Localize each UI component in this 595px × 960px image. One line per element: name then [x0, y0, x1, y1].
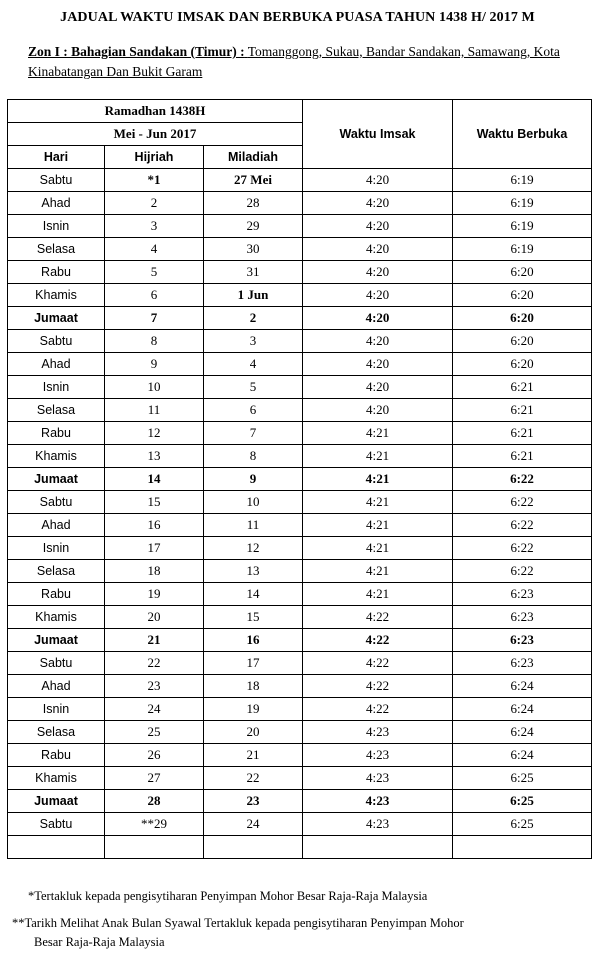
cell-hari: Sabtu	[8, 330, 105, 353]
cell-berbuka: 6:23	[453, 652, 592, 675]
cell-hari: Khamis	[8, 606, 105, 629]
cell-berbuka: 6:23	[453, 629, 592, 652]
header-month-masihi: Mei - Jun 2017	[8, 123, 303, 146]
schedule-table	[7, 99, 592, 859]
cell-hijriah: 5	[105, 261, 204, 284]
cell-hijriah: 13	[105, 445, 204, 468]
cell-hari: Sabtu	[8, 169, 105, 192]
cell-hijriah: 20	[105, 606, 204, 629]
table-row	[8, 468, 592, 491]
table-row	[8, 215, 592, 238]
cell-imsak: 4:21	[303, 537, 453, 560]
cell-berbuka: 6:19	[453, 215, 592, 238]
page-title: JADUAL WAKTU IMSAK DAN BERBUKA PUASA TAHUN 1438 H/ 2017 M	[60, 10, 535, 25]
cell-hijriah: 8	[105, 330, 204, 353]
cell-imsak: 4:20	[303, 192, 453, 215]
cell-miladiah: 22	[204, 767, 303, 790]
cell-hari: Ahad	[8, 353, 105, 376]
cell-miladiah: 23	[204, 790, 303, 813]
table-row	[8, 744, 592, 767]
table-row	[8, 445, 592, 468]
cell-berbuka: 6:21	[453, 376, 592, 399]
cell-imsak: 4:21	[303, 560, 453, 583]
cell-imsak: 4:23	[303, 813, 453, 836]
cell-hari: Ahad	[8, 675, 105, 698]
cell-empty	[453, 836, 592, 859]
cell-imsak: 4:20	[303, 169, 453, 192]
cell-hijriah: 11	[105, 399, 204, 422]
footnote-2-line-1: **Tarikh Melihat Anak Bulan Syawal Tertakluk kepada pengisytiharan Penyimpan Mohor	[12, 916, 464, 930]
zone-description	[28, 42, 568, 82]
table-row	[8, 422, 592, 445]
cell-berbuka: 6:25	[453, 790, 592, 813]
footnote-2-line-2: Besar Raja-Raja Malaysia	[34, 935, 165, 949]
cell-miladiah: 4	[204, 353, 303, 376]
cell-imsak: 4:20	[303, 399, 453, 422]
cell-imsak: 4:21	[303, 445, 453, 468]
cell-miladiah: 3	[204, 330, 303, 353]
zone-areas: Tomanggong, Sukau, Bandar Sandakan, Samawang, Kota Kinabatangan Dan Bukit Garam	[28, 44, 560, 79]
table-row-empty	[8, 836, 592, 859]
cell-berbuka: 6:20	[453, 284, 592, 307]
header-imsak: Waktu Imsak	[303, 100, 453, 169]
cell-berbuka: 6:20	[453, 307, 592, 330]
cell-hijriah: 6	[105, 284, 204, 307]
cell-imsak: 4:20	[303, 376, 453, 399]
cell-berbuka: 6:23	[453, 606, 592, 629]
cell-imsak: 4:23	[303, 721, 453, 744]
cell-berbuka: 6:22	[453, 514, 592, 537]
cell-hijriah: 26	[105, 744, 204, 767]
cell-imsak: 4:20	[303, 353, 453, 376]
cell-miladiah: 24	[204, 813, 303, 836]
cell-imsak: 4:20	[303, 215, 453, 238]
cell-berbuka: 6:21	[453, 445, 592, 468]
cell-hijriah: 14	[105, 468, 204, 491]
cell-imsak: 4:21	[303, 422, 453, 445]
cell-imsak: 4:23	[303, 790, 453, 813]
cell-berbuka: 6:25	[453, 813, 592, 836]
table-row	[8, 330, 592, 353]
cell-hari: Ahad	[8, 192, 105, 215]
cell-hijriah: 16	[105, 514, 204, 537]
cell-berbuka: 6:21	[453, 399, 592, 422]
cell-miladiah: 28	[204, 192, 303, 215]
cell-berbuka: 6:21	[453, 422, 592, 445]
cell-miladiah: 15	[204, 606, 303, 629]
cell-miladiah: 29	[204, 215, 303, 238]
cell-miladiah: 2	[204, 307, 303, 330]
cell-miladiah: 20	[204, 721, 303, 744]
cell-berbuka: 6:22	[453, 468, 592, 491]
cell-hijriah: 23	[105, 675, 204, 698]
header-hijriah: Hijriah	[105, 146, 204, 169]
cell-miladiah: 17	[204, 652, 303, 675]
cell-miladiah: 14	[204, 583, 303, 606]
cell-hijriah: 18	[105, 560, 204, 583]
cell-miladiah: 6	[204, 399, 303, 422]
cell-hijriah: 17	[105, 537, 204, 560]
cell-berbuka: 6:22	[453, 560, 592, 583]
cell-hijriah: **29	[105, 813, 204, 836]
cell-miladiah: 9	[204, 468, 303, 491]
cell-hijriah: *1	[105, 169, 204, 192]
table-row	[8, 238, 592, 261]
cell-hijriah: 19	[105, 583, 204, 606]
cell-miladiah: 21	[204, 744, 303, 767]
table-row	[8, 721, 592, 744]
cell-miladiah: 7	[204, 422, 303, 445]
cell-hijriah: 4	[105, 238, 204, 261]
cell-berbuka: 6:24	[453, 721, 592, 744]
cell-hari: Rabu	[8, 422, 105, 445]
table-row	[8, 606, 592, 629]
table-row	[8, 192, 592, 215]
table-row	[8, 399, 592, 422]
cell-imsak: 4:22	[303, 698, 453, 721]
header-hari: Hari	[8, 146, 105, 169]
cell-hijriah: 21	[105, 629, 204, 652]
header-berbuka: Waktu Berbuka	[453, 100, 592, 169]
cell-hijriah: 7	[105, 307, 204, 330]
table-row	[8, 169, 592, 192]
cell-miladiah: 12	[204, 537, 303, 560]
cell-hijriah: 12	[105, 422, 204, 445]
cell-miladiah: 16	[204, 629, 303, 652]
cell-empty	[204, 836, 303, 859]
cell-imsak: 4:20	[303, 330, 453, 353]
header-month-hijri: Ramadhan 1438H	[8, 100, 303, 123]
cell-empty	[105, 836, 204, 859]
cell-hari: Khamis	[8, 284, 105, 307]
cell-hijriah: 10	[105, 376, 204, 399]
cell-hijriah: 28	[105, 790, 204, 813]
cell-hari: Jumaat	[8, 307, 105, 330]
header-miladiah: Miladiah	[204, 146, 303, 169]
cell-hari: Rabu	[8, 583, 105, 606]
cell-hijriah: 25	[105, 721, 204, 744]
cell-hari: Sabtu	[8, 491, 105, 514]
cell-imsak: 4:20	[303, 238, 453, 261]
cell-hari: Selasa	[8, 238, 105, 261]
table-row	[8, 629, 592, 652]
cell-hijriah: 22	[105, 652, 204, 675]
cell-berbuka: 6:20	[453, 261, 592, 284]
cell-miladiah: 27 Mei	[204, 169, 303, 192]
zone-label: Zon I : Bahagian Sandakan (Timur) :	[28, 44, 245, 59]
cell-hari: Jumaat	[8, 468, 105, 491]
table-row	[8, 813, 592, 836]
table-row	[8, 767, 592, 790]
cell-miladiah: 8	[204, 445, 303, 468]
cell-hari: Jumaat	[8, 790, 105, 813]
cell-berbuka: 6:22	[453, 491, 592, 514]
cell-hari: Jumaat	[8, 629, 105, 652]
table-row	[8, 491, 592, 514]
table-row	[8, 307, 592, 330]
cell-hari: Khamis	[8, 445, 105, 468]
cell-hari: Isnin	[8, 215, 105, 238]
cell-miladiah: 31	[204, 261, 303, 284]
table-row	[8, 537, 592, 560]
cell-hari: Ahad	[8, 514, 105, 537]
cell-hari: Isnin	[8, 537, 105, 560]
cell-hari: Selasa	[8, 399, 105, 422]
cell-hijriah: 15	[105, 491, 204, 514]
cell-imsak: 4:20	[303, 261, 453, 284]
cell-miladiah: 5	[204, 376, 303, 399]
cell-imsak: 4:21	[303, 514, 453, 537]
cell-imsak: 4:22	[303, 606, 453, 629]
cell-berbuka: 6:25	[453, 767, 592, 790]
cell-berbuka: 6:19	[453, 192, 592, 215]
cell-hari: Isnin	[8, 376, 105, 399]
cell-berbuka: 6:19	[453, 238, 592, 261]
table-row	[8, 376, 592, 399]
cell-berbuka: 6:20	[453, 330, 592, 353]
cell-berbuka: 6:22	[453, 537, 592, 560]
schedule-body	[8, 100, 592, 859]
cell-imsak: 4:21	[303, 491, 453, 514]
table-row	[8, 560, 592, 583]
cell-miladiah: 11	[204, 514, 303, 537]
cell-miladiah: 18	[204, 675, 303, 698]
table-row	[8, 261, 592, 284]
table-row	[8, 675, 592, 698]
cell-imsak: 4:22	[303, 629, 453, 652]
cell-imsak: 4:23	[303, 744, 453, 767]
cell-berbuka: 6:24	[453, 675, 592, 698]
cell-hijriah: 27	[105, 767, 204, 790]
cell-empty	[303, 836, 453, 859]
cell-berbuka: 6:24	[453, 698, 592, 721]
cell-miladiah: 1 Jun	[204, 284, 303, 307]
cell-miladiah: 13	[204, 560, 303, 583]
footnote-2	[12, 914, 582, 952]
footnote-1: *Tertakluk kepada pengisytiharan Penyimpan Mohor Besar Raja-Raja Malaysia	[28, 889, 428, 903]
cell-hari: Selasa	[8, 721, 105, 744]
table-row	[8, 698, 592, 721]
cell-berbuka: 6:20	[453, 353, 592, 376]
cell-empty	[8, 836, 105, 859]
table-row	[8, 514, 592, 537]
table-row	[8, 652, 592, 675]
cell-hijriah: 3	[105, 215, 204, 238]
cell-hijriah: 9	[105, 353, 204, 376]
header-row-month	[8, 100, 592, 123]
cell-imsak: 4:22	[303, 675, 453, 698]
cell-imsak: 4:21	[303, 468, 453, 491]
cell-miladiah: 30	[204, 238, 303, 261]
cell-hari: Rabu	[8, 744, 105, 767]
cell-imsak: 4:22	[303, 652, 453, 675]
table-row	[8, 284, 592, 307]
cell-berbuka: 6:23	[453, 583, 592, 606]
cell-miladiah: 10	[204, 491, 303, 514]
table-row	[8, 353, 592, 376]
cell-miladiah: 19	[204, 698, 303, 721]
table-row	[8, 583, 592, 606]
cell-imsak: 4:21	[303, 583, 453, 606]
cell-hijriah: 24	[105, 698, 204, 721]
cell-hari: Isnin	[8, 698, 105, 721]
table-row	[8, 790, 592, 813]
cell-hari: Rabu	[8, 261, 105, 284]
cell-hijriah: 2	[105, 192, 204, 215]
cell-berbuka: 6:24	[453, 744, 592, 767]
cell-imsak: 4:20	[303, 284, 453, 307]
cell-berbuka: 6:19	[453, 169, 592, 192]
cell-imsak: 4:20	[303, 307, 453, 330]
cell-hari: Sabtu	[8, 813, 105, 836]
cell-hari: Sabtu	[8, 652, 105, 675]
cell-imsak: 4:23	[303, 767, 453, 790]
cell-hari: Selasa	[8, 560, 105, 583]
cell-hari: Khamis	[8, 767, 105, 790]
